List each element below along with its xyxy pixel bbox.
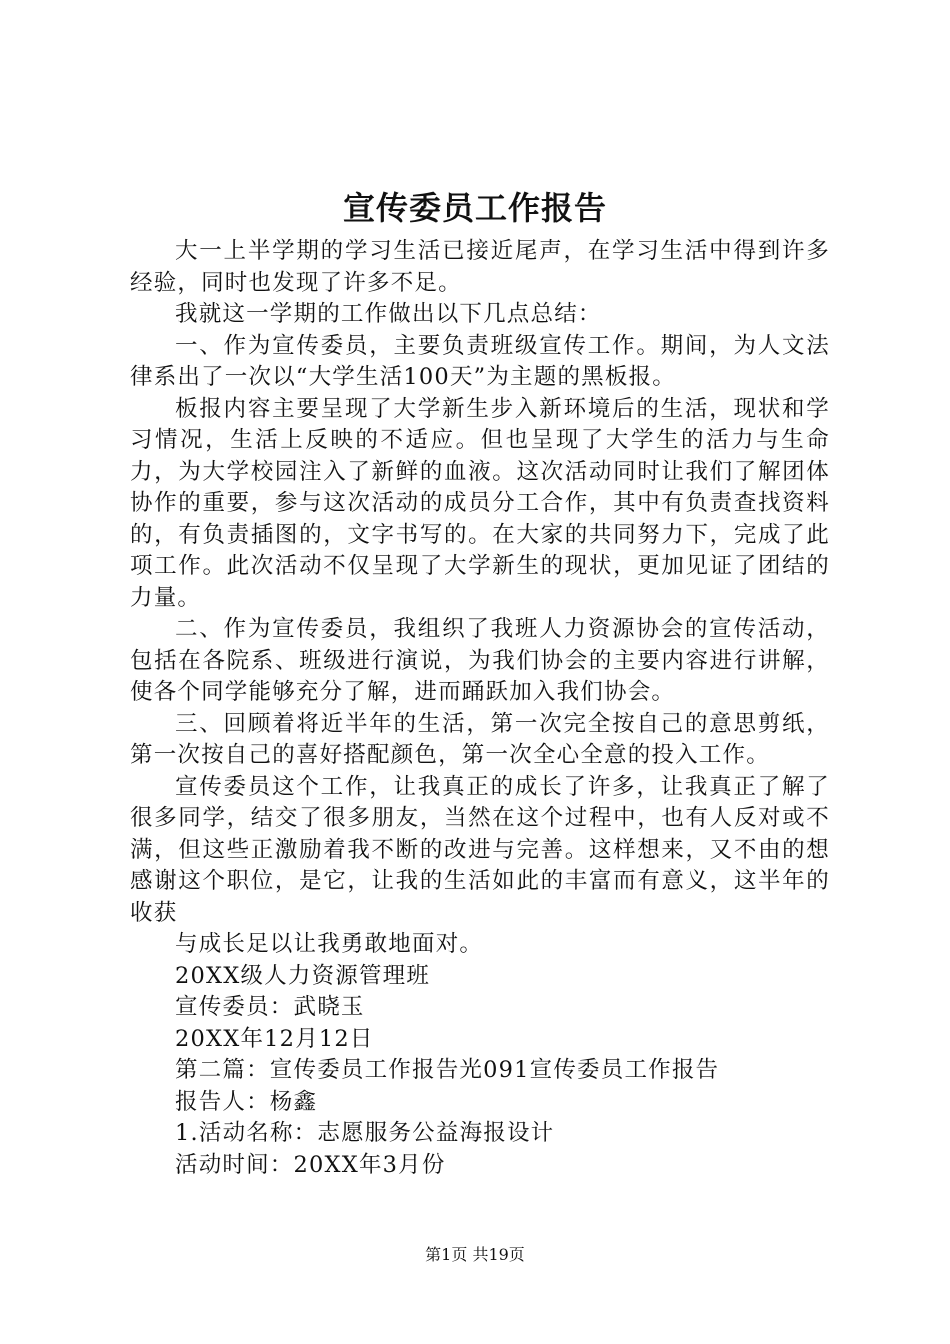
page-footer: 第1页 共19页	[425, 1245, 525, 1264]
page-title: 宣传委员工作报告	[342, 189, 607, 227]
activity-time-line: 活动时间：20XX年3月份	[175, 1151, 446, 1178]
paragraph: 三、回顾着将近半年的生活，第一次完全按自己的意思剪纸，第一次按自己的喜好搭配颜色，第一次全心全意的投入工作。	[130, 710, 830, 768]
date-line: 20XX年12月12日	[175, 1025, 374, 1052]
document-body	[130, 236, 830, 1181]
section-heading: 第二篇：宣传委员工作报告光091宣传委员工作报告	[175, 1057, 720, 1083]
paragraph: 一、作为宣传委员，主要负责班级宣传工作。期间，为人文法律系出了一次以“大学生活100天”为主题的黑板报。	[130, 332, 830, 390]
paragraph: 大一上半学期的学习生活已接近尾声，在学习生活中得到许多经验，同时也发现了许多不足。	[130, 238, 830, 296]
class-name-line: 20XX级人力资源管理班	[175, 962, 431, 989]
author-line: 宣传委员：武晓玉	[175, 994, 365, 1020]
paragraph: 板报内容主要呈现了大学新生步入新环境后的生活，现状和学习情况，生活上反映的不适应。但也呈现了大学生的活力与生命力，为大学校园注入了新鲜的血液。这次活动同时让我们了解团体协作的重要，参与这次活动的成员分工合作，其中有负责查找资料的，有负责插图的，文字书写的。在大家的共同努力下，完成了此项工作。此次活动不仅呈现了大学新生的现状，更加见证了团结的力量。	[130, 395, 830, 611]
paragraph: 二、作为宣传委员，我组织了我班人力资源协会的宣传活动，包括在各院系、班级进行演说，为我们协会的主要内容进行讲解，使各个同学能够充分了解，进而踊跃加入我们协会。	[130, 616, 830, 705]
paragraph: 宣传委员这个工作，让我真正的成长了许多，让我真正了解了很多同学，结交了很多朋友，当然在这个过程中，也有人反对或不满，但这些正激励着我不断的改进与完善。这样想来，又不由的想感谢这个职位，是它，让我的生活如此的丰富而有意义，这半年的收获	[130, 773, 830, 926]
text-line: 与成长足以让我勇敢地面对。	[175, 931, 484, 957]
reporter-line: 报告人：杨鑫	[175, 1088, 318, 1115]
activity-name-line: 1.活动名称：志愿服务公益海报设计	[175, 1120, 555, 1146]
paragraph: 我就这一学期的工作做出以下几点总结：	[175, 301, 602, 327]
